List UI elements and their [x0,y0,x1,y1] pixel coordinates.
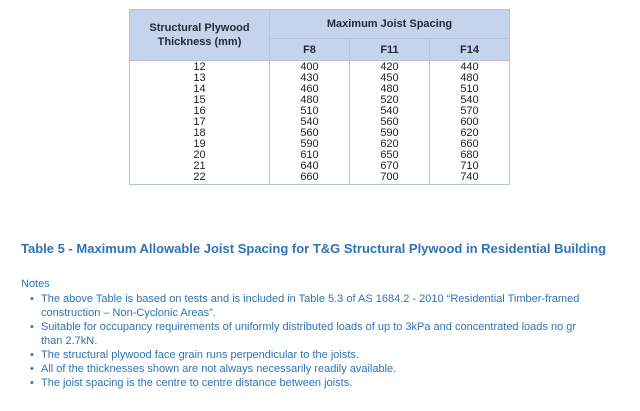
note-item [24,292,640,320]
table-row [130,73,510,84]
note-text: All of the thicknesses shown are not always necessarily readily available. [41,363,397,375]
spacing-cell: 670 [350,161,430,172]
spacing-cell: 480 [350,84,430,95]
header-thickness-line1: Structural Plywood [149,22,250,34]
thickness-cell: 13 [130,73,270,84]
thickness-cell: 12 [130,61,270,74]
bullet-icon: • [30,363,34,375]
thickness-cell: 15 [130,95,270,106]
spacing-cell: 600 [430,117,510,128]
note-item [24,376,640,390]
notes-list [24,292,640,390]
note-text: than 2.7kN. [41,335,98,347]
table-row [130,84,510,95]
spacing-cell: 480 [270,95,350,106]
table-row [130,61,510,74]
spacing-cell: 680 [430,150,510,161]
spacing-cell: 610 [270,150,350,161]
spacing-cell: 560 [270,128,350,139]
note-text: construction – Non-Cyclonic Areas”. [41,307,216,319]
thickness-cell: 20 [130,150,270,161]
table-row [130,150,510,161]
spacing-cell: 540 [270,117,350,128]
table-caption: Table 5 - Maximum Allowable Joist Spacing for T&G Structural Plywood in Residential Building [21,241,607,256]
bullet-icon: • [30,349,34,361]
spacing-cell: 420 [350,61,430,74]
spacing-cell: 400 [270,61,350,74]
note-item [24,320,640,348]
spacing-cell: 430 [270,73,350,84]
spacing-cell: 450 [350,73,430,84]
spacing-cell: 440 [430,61,510,74]
spacing-cell: 740 [430,172,510,185]
spacing-cell: 540 [350,106,430,117]
thickness-cell: 14 [130,84,270,95]
thickness-cell: 17 [130,117,270,128]
spacing-cell: 590 [270,139,350,150]
spacing-cell: 520 [350,95,430,106]
table-row [130,161,510,172]
bullet-icon: • [30,377,34,389]
spacing-cell: 650 [350,150,430,161]
table-row [130,95,510,106]
spacing-cell: 710 [430,161,510,172]
spacing-cell: 510 [270,106,350,117]
header-grade-f11: F11 [350,39,430,61]
spacing-cell: 700 [350,172,430,185]
header-thickness [130,10,270,61]
spacing-cell: 620 [430,128,510,139]
note-text: Suitable for occupancy requirements of uniformly distributed loads of up to 3kPa and concentrated loads no gr [41,321,577,333]
spacing-cell: 660 [270,172,350,185]
spacing-cell: 510 [430,84,510,95]
thickness-cell: 18 [130,128,270,139]
spacing-cell: 620 [350,139,430,150]
spacing-cell: 640 [270,161,350,172]
thickness-cell: 22 [130,172,270,185]
header-thickness-line2: Thickness (mm) [157,36,242,48]
note-text: The structural plywood face grain runs perpendicular to the joists. [41,349,359,361]
thickness-cell: 21 [130,161,270,172]
thickness-cell: 16 [130,106,270,117]
spacing-cell: 570 [430,106,510,117]
note-text: The above Table is based on tests and is included in Table 5.3 of AS 1684.2 - 2010 “Residential Timber-framed [41,293,580,305]
table-row [130,106,510,117]
table-row [130,128,510,139]
header-max-joist-spacing: Maximum Joist Spacing [270,10,510,39]
spacing-cell: 660 [430,139,510,150]
table-row [130,172,510,185]
notes-heading: Notes [21,278,50,290]
table-body [130,61,510,185]
bullet-icon: • [30,321,34,333]
note-item [24,362,640,376]
table-row [130,117,510,128]
spacing-cell: 480 [430,73,510,84]
table-row [130,139,510,150]
joist-spacing-table [129,9,510,185]
header-grade-f8: F8 [270,39,350,61]
bullet-icon: • [30,293,34,305]
spacing-cell: 590 [350,128,430,139]
thickness-cell: 19 [130,139,270,150]
note-item [24,348,640,362]
header-grade-f14: F14 [430,39,510,61]
spacing-cell: 540 [430,95,510,106]
spacing-cell: 460 [270,84,350,95]
spacing-cell: 560 [350,117,430,128]
note-text: The joist spacing is the centre to centre distance between joists. [41,377,353,389]
